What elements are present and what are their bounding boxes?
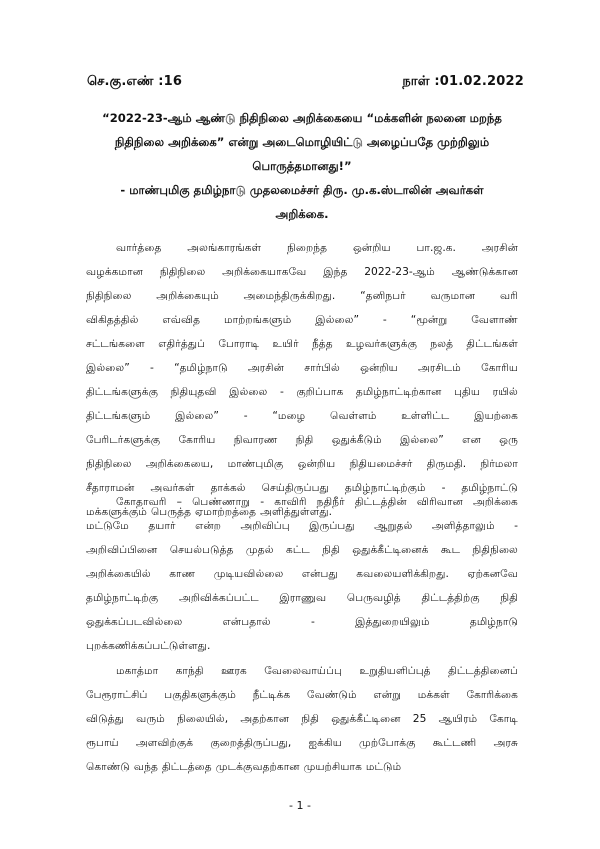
word: கோதாவரி: [116, 495, 167, 508]
word: நதிநீர்: [316, 495, 345, 508]
word: மாண்புமிகு: [227, 457, 284, 470]
word: அறிக்கை: [473, 495, 518, 508]
word: ஆறுதல்: [374, 519, 413, 532]
word: இராணுவ: [279, 591, 327, 604]
word: நிதிநிலை: [86, 457, 132, 470]
word: என்று: [373, 688, 402, 701]
word: ஒன்றிய: [360, 361, 398, 374]
word: -: [150, 361, 154, 374]
word: உள்ளிட்ட: [401, 409, 450, 422]
paragraph-line: [86, 659, 518, 683]
word: ஒன்றிய: [352, 241, 391, 254]
word: அளித்தாலும்: [431, 519, 495, 532]
word: அரசிடம்: [418, 361, 461, 374]
word: இல்லை”: [315, 313, 360, 326]
word: மக்கள்: [417, 688, 450, 701]
word: தமிழ்நாட்டிற்கும்: [344, 481, 426, 494]
word: அறிக்கையில்: [86, 567, 151, 580]
word: -: [382, 313, 387, 326]
word: முற்போக்கு: [359, 736, 416, 749]
word: வழக்கமான: [86, 265, 144, 278]
word: அறிவிப்பினை: [86, 543, 158, 556]
word: நிர்மலா: [480, 457, 518, 470]
word: ஆண்டுக்கான: [451, 265, 518, 278]
word: இந்த: [323, 265, 348, 278]
word: “தமிழ்நாடு: [174, 361, 228, 374]
word: என: [462, 433, 481, 446]
word: வார்த்தை: [116, 241, 162, 254]
word: அறிக்கையும்: [156, 289, 219, 302]
header-row: [87, 74, 524, 90]
word: ஒரு: [499, 433, 518, 446]
paragraph-line: [86, 538, 518, 562]
word: இல்லை”: [400, 433, 444, 446]
paragraph-line: [86, 308, 518, 332]
word: வருமான: [430, 289, 476, 302]
attribution-line: - மாண்புமிகு தமிழ்நாடு முதலமைச்சர் திரு. மு.க.ஸ்டாலின் அவர்கள்: [120, 183, 484, 197]
paragraph-line: [86, 586, 518, 610]
word: திட்டங்களுக்கு: [86, 385, 159, 398]
word: திட்டத்தினைப்: [448, 664, 518, 677]
word: “மூன்று: [410, 313, 448, 326]
word: விகிதத்தில்: [86, 313, 139, 326]
word: நிதிநிலை: [472, 543, 518, 556]
word: இல்லை”: [86, 361, 130, 374]
word: பா.ஜ.க.: [416, 241, 456, 254]
paragraph-line: [86, 380, 518, 404]
word: அரசின்: [481, 241, 518, 254]
word: மக்களுக்கும்: [86, 505, 147, 518]
word: அரசு: [493, 736, 518, 749]
word: நிதி: [301, 712, 320, 725]
paragraph-line: [86, 236, 518, 260]
word: ஒதுக்கீட்டினைக்: [352, 543, 429, 556]
word: பெருவழித்: [346, 591, 401, 604]
word: புறக்கணிக்கப்பட்டுள்ளது.: [86, 639, 211, 652]
word: தமிழ்நாடு: [469, 615, 518, 628]
word: உயிர்: [272, 337, 299, 350]
word: முயற்சியாக: [303, 760, 362, 773]
paragraph-line: [86, 452, 518, 476]
word: குறைத்திருப்பது,: [210, 736, 292, 749]
word: 2022-23-ஆம்: [364, 265, 435, 278]
word: இருப்பது: [309, 519, 355, 532]
word: என்பது: [301, 567, 338, 580]
word: கவலையளிக்கிறது.: [356, 567, 449, 580]
word: ஒதுக்கப்படவில்லை: [86, 615, 183, 628]
word: ஏமாற்றத்தை: [195, 505, 257, 518]
word: போராடி: [218, 337, 260, 350]
word: கட்ட: [285, 543, 310, 556]
word: செயல்படுத்த: [169, 543, 234, 556]
word: முடக்குவதற்கான: [215, 760, 300, 773]
word: கோடி: [489, 712, 518, 725]
word: திருமதி.: [426, 457, 467, 470]
word: அலங்காரங்கள்: [187, 241, 262, 254]
word: பேரிடர்களுக்கு: [86, 433, 161, 446]
word: அறிக்கையை,: [145, 457, 214, 470]
word: இல்லை: [229, 385, 268, 398]
attribution-line: அறிக்கை.: [275, 207, 329, 221]
word: மட்டும்: [365, 760, 402, 773]
word: சட்டங்களை: [86, 337, 145, 350]
word: நிதிநிலை: [159, 265, 206, 278]
word: அறிக்கையாகவே: [222, 265, 307, 278]
paragraph-2: [86, 490, 518, 658]
headline: [82, 106, 522, 178]
word: திட்டத்தின்: [354, 495, 407, 508]
word: வந்த: [133, 760, 158, 773]
paragraph-line: [86, 731, 518, 755]
paragraph-line: [86, 634, 518, 658]
page-number: - 1 -: [289, 799, 311, 812]
word: நிதி: [500, 591, 518, 604]
paragraph-line: [86, 260, 518, 284]
headline-line: நிதிநிலை அறிக்கை” என்று அடைமொழியிட்டு அழைப்பதே முற்றிலும்: [114, 135, 490, 149]
word: மாற்றங்களும்: [223, 313, 292, 326]
word: சீதாராமன்: [86, 481, 135, 494]
word: காந்தி: [175, 664, 204, 677]
word: பெருத்த: [150, 505, 192, 518]
word: “தனிநபர்: [360, 289, 406, 302]
word: காவிரி: [274, 495, 307, 508]
paragraph-line: [86, 683, 518, 707]
word: -: [279, 385, 284, 398]
word: இல்லை”: [175, 409, 219, 422]
paragraph-line: [86, 428, 518, 452]
word: வெள்ளம்: [330, 409, 377, 422]
word: நிதி: [322, 543, 340, 556]
word: குறிப்பாக: [296, 385, 344, 398]
word: அறிவிக்கப்பட்ட: [178, 591, 259, 604]
word: கோரிய: [178, 433, 216, 446]
word: முடியவில்லை: [213, 567, 284, 580]
word: வேண்டும்: [307, 688, 357, 701]
word: இத்துறையிலும்: [355, 615, 430, 628]
word: -: [441, 481, 446, 494]
word: ஒதுக்கீடும்: [331, 433, 382, 446]
word: நிதியமைச்சர்: [349, 457, 413, 470]
word: நீட்டிக்க: [252, 688, 291, 701]
paragraph-line: [86, 707, 518, 731]
paragraph-line: [86, 490, 518, 514]
word: திட்டத்தை: [161, 760, 212, 773]
word: அளவிற்குக்: [135, 736, 194, 749]
word: விரிவான: [416, 495, 463, 508]
word: கூட: [440, 543, 461, 556]
word: நிறைந்த: [287, 241, 328, 254]
word: நிலையில்,: [177, 712, 229, 725]
word: கொண்டு: [86, 760, 130, 773]
word: விடுத்து: [86, 712, 124, 725]
word: திட்டத்திற்கு: [421, 591, 480, 604]
word: வேலைவாய்ப்பு: [264, 664, 342, 677]
word: உழவர்களுக்கு: [346, 337, 418, 350]
word: அமைந்திருக்கிறது.: [243, 289, 336, 302]
word: வேளாண்: [471, 313, 518, 326]
word: பகுதிகளுக்கும்: [164, 688, 236, 701]
word: அவர்கள்: [150, 481, 195, 494]
word: புதிய: [454, 385, 480, 398]
word: திட்டங்களும்: [86, 409, 151, 422]
word: உறுதியளிப்புத்: [359, 664, 431, 677]
word: நீத்த: [311, 337, 333, 350]
word: என்பதால்: [222, 615, 271, 628]
word: இயற்கை: [474, 409, 518, 422]
word: கோரிக்கை: [466, 688, 518, 701]
paragraph-3: [86, 659, 518, 779]
word: அரசின்: [247, 361, 285, 374]
headline-line: பொருத்தமானது!”: [252, 159, 352, 173]
word: –: [176, 495, 182, 508]
paragraph-line: [86, 514, 518, 538]
word: அளித்துள்ளது.: [260, 505, 333, 518]
word: ஆயிரம்: [438, 712, 478, 725]
paragraph-line: [86, 404, 518, 428]
word: -: [260, 495, 265, 508]
paragraph-line: [86, 284, 518, 308]
paragraph-line: [86, 610, 518, 634]
word: “மழை: [272, 409, 306, 422]
word: 25: [412, 712, 427, 725]
word: ஏற்கனவே: [467, 567, 518, 580]
word: நிதிநிலை: [86, 289, 132, 302]
word: அறிவிப்பு: [240, 519, 290, 532]
paragraph-line: [86, 332, 518, 356]
word: கோரிய: [481, 361, 518, 374]
word: செய்திருப்பது: [261, 481, 329, 494]
paragraph-1: [86, 236, 518, 524]
word: சார்பில்: [304, 361, 340, 374]
word: -: [310, 615, 315, 628]
word: முதல்: [245, 543, 274, 556]
date: நாள் :01.02.2022: [402, 74, 524, 89]
word: எதிர்த்துப்: [158, 337, 206, 350]
attribution: [82, 178, 522, 226]
word: நிவாரண: [233, 433, 278, 446]
headline-line: “2022-23-ஆம் ஆண்டு நிதிநிலை அறிக்கையை “மக்களின் நலனை மறந்த: [102, 111, 502, 125]
word: ரூபாய்: [86, 736, 119, 749]
word: தாக்கல்: [210, 481, 246, 494]
word: ரயில்: [492, 385, 518, 398]
paragraph-line: [86, 356, 518, 380]
reference-number: செ.கு.எண் :16: [87, 74, 183, 89]
word: ஊரக: [221, 664, 247, 677]
word: பெண்ணாறு: [192, 495, 251, 508]
word: பேரூராட்சிப்: [86, 688, 148, 701]
word: ஒன்றிய: [297, 457, 336, 470]
word: -: [243, 409, 248, 422]
word: தமிழ்நாட்டு: [461, 481, 518, 494]
word: அதற்கான: [240, 712, 290, 725]
word: வரும்: [136, 712, 165, 725]
word: ஒதுக்கீட்டினை: [331, 712, 401, 725]
word: -: [514, 519, 518, 532]
word: நிதியுதவி: [170, 385, 217, 398]
word: ஐக்கிய: [308, 736, 342, 749]
word: நிதி: [295, 433, 314, 446]
word: கூட்டணி: [432, 736, 477, 749]
word: தயார்: [148, 519, 176, 532]
word: மகாத்மா: [116, 664, 159, 677]
paragraph-line: [86, 755, 518, 779]
word: தமிழ்நாட்டிற்கு: [86, 591, 159, 604]
word: வரி: [500, 289, 518, 302]
word: எவ்வித: [162, 313, 201, 326]
word: என்ற: [195, 519, 222, 532]
word: திட்டங்கள்: [466, 337, 518, 350]
paragraph-line: [86, 562, 518, 586]
word: தமிழ்நாட்டிற்கான: [355, 385, 442, 398]
word: நலத்: [430, 337, 454, 350]
word: காண: [169, 567, 196, 580]
word: மட்டுமே: [86, 519, 129, 532]
